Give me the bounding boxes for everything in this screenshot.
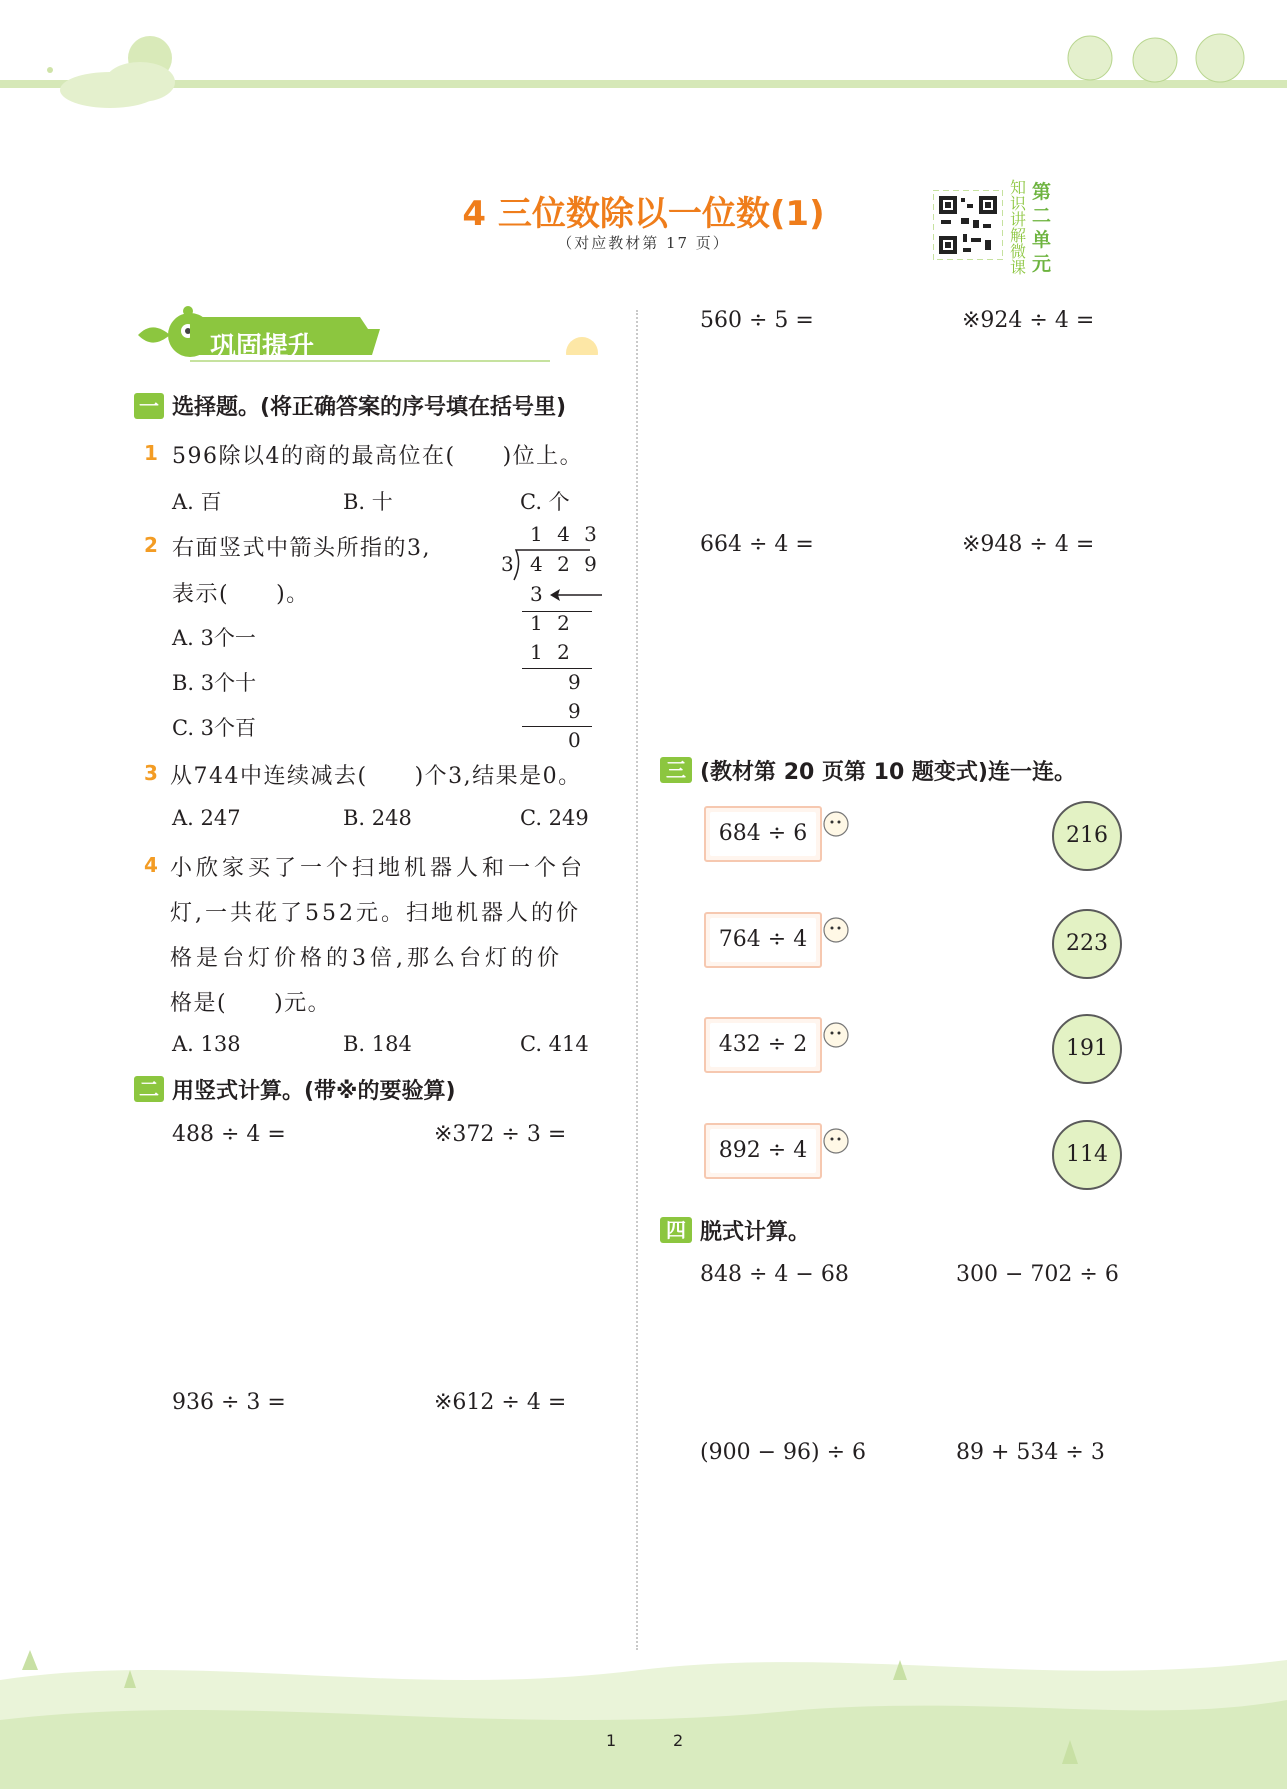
match-card-3-label: 432 ÷ 2	[710, 1023, 816, 1067]
match-card-3[interactable]	[704, 1017, 822, 1073]
ld-step-5: 9	[568, 699, 585, 723]
page-title: 4 三位数除以一位数(1)	[462, 194, 825, 234]
match-balloon-1[interactable]: 216	[1052, 801, 1122, 871]
page-number-left: 1	[606, 1731, 617, 1750]
q2-option-c[interactable]: C. 3个百	[172, 716, 257, 740]
q4-option-a[interactable]: A. 138	[172, 1032, 241, 1056]
vertical-calc-8: ※948 ÷ 4 =	[962, 532, 1095, 557]
ld-rule-3	[522, 726, 592, 727]
ld-dividend: 4 2 9	[530, 552, 601, 576]
match-balloon-3[interactable]: 191	[1052, 1014, 1122, 1084]
vertical-calc-1: 488 ÷ 4 =	[172, 1122, 286, 1147]
section2-badge: 二	[134, 1076, 164, 1102]
arrow-left-icon	[548, 586, 604, 604]
sun-cloud-decoration	[40, 30, 200, 110]
step-calc-2: 300 − 702 ÷ 6	[956, 1262, 1119, 1287]
animals-decoration	[1060, 18, 1260, 88]
section3-badge: 三	[660, 757, 692, 783]
match-card-4-label: 892 ÷ 4	[710, 1129, 816, 1173]
cartoon-animal-icon	[818, 912, 858, 952]
consolidation-banner	[130, 305, 620, 367]
vertical-calc-7: 664 ÷ 4 =	[700, 532, 814, 557]
match-card-2[interactable]	[704, 912, 822, 968]
section3-title: (教材第 20 页第 10 题变式)连一连。	[700, 760, 1076, 785]
q4-line-4: 格是( )元。	[170, 991, 332, 1016]
section4-badge: 四	[660, 1217, 692, 1243]
match-balloon-4[interactable]: 114	[1052, 1120, 1122, 1190]
q3-option-a[interactable]: A. 247	[172, 806, 241, 830]
q1-option-b[interactable]: B. 十	[343, 490, 393, 514]
qr-caption-col2: 第二单元	[1032, 181, 1052, 275]
match-balloon-2[interactable]: 223	[1052, 909, 1122, 979]
cartoon-animal-icon	[818, 1123, 858, 1163]
q1-option-c[interactable]: C. 个	[520, 490, 570, 514]
q4-line-3: 格是台灯价格的3倍,那么台灯的价	[170, 946, 563, 971]
q4-line-2: 灯,一共花了552元。扫地机器人的价	[170, 901, 581, 926]
ld-step-4: 9	[568, 670, 585, 694]
q1-option-a[interactable]: A. 百	[172, 490, 222, 514]
section2-title: 用竖式计算。(带※的要验算)	[172, 1079, 456, 1104]
q2-text-line1: 右面竖式中箭头所指的3,	[172, 536, 431, 561]
q2-option-b[interactable]: B. 3个十	[172, 671, 257, 695]
qr-code-icon[interactable]	[933, 190, 1003, 260]
ld-step-3: 1 2	[530, 640, 574, 664]
q3-text: 从744中连续减去( )个3,结果是0。	[170, 764, 582, 789]
vertical-calc-4: ※612 ÷ 4 =	[434, 1390, 567, 1415]
vertical-calc-6: ※924 ÷ 4 =	[962, 308, 1095, 333]
vertical-calc-3: 936 ÷ 3 =	[172, 1390, 286, 1415]
section1-badge: 一	[134, 393, 164, 419]
column-divider	[636, 310, 638, 1650]
cartoon-animal-icon	[818, 1017, 858, 1057]
ld-divisor: 3	[501, 552, 518, 576]
ld-step-6: 0	[568, 728, 585, 752]
banner-label: 巩固提升	[210, 332, 315, 362]
ld-quotient: 1 4 3	[530, 522, 601, 546]
q1-text: 596除以4的商的最高位在( )位上。	[172, 444, 584, 469]
match-card-1[interactable]	[704, 806, 822, 862]
q2-option-a[interactable]: A. 3个一	[172, 626, 256, 650]
match-card-4[interactable]	[704, 1123, 822, 1179]
footer-hills-decoration	[0, 1640, 1287, 1789]
section4-title: 脱式计算。	[700, 1220, 811, 1245]
q4-number: 4	[144, 853, 158, 877]
q3-option-b[interactable]: B. 248	[343, 806, 412, 830]
cartoon-animal-icon	[818, 806, 858, 846]
q1-number: 1	[144, 441, 158, 465]
q4-option-b[interactable]: B. 184	[343, 1032, 412, 1056]
ld-rule-2	[522, 668, 592, 669]
qr-caption-col1: 知识讲解微课	[1010, 178, 1027, 277]
match-card-1-label: 684 ÷ 6	[710, 812, 816, 856]
ld-step-2: 1 2	[530, 611, 574, 635]
q4-option-c[interactable]: C. 414	[520, 1032, 589, 1056]
step-calc-1: 848 ÷ 4 − 68	[700, 1262, 849, 1287]
vertical-calc-2: ※372 ÷ 3 =	[434, 1122, 567, 1147]
match-card-2-label: 764 ÷ 4	[710, 918, 816, 962]
ld-step-1: 3	[530, 582, 547, 606]
q3-number: 3	[144, 761, 158, 785]
vertical-calc-5: 560 ÷ 5 =	[700, 308, 814, 333]
q3-option-c[interactable]: C. 249	[520, 806, 589, 830]
page-subtitle: （对应教材第 17 页）	[557, 234, 730, 252]
section1-title: 选择题。(将正确答案的序号填在括号里)	[172, 395, 567, 420]
qr-caption	[1010, 180, 1056, 276]
q2-number: 2	[144, 533, 158, 557]
step-calc-3: (900 − 96) ÷ 6	[700, 1440, 866, 1465]
q4-line-1: 小欣家买了一个扫地机器人和一个台	[170, 856, 587, 881]
step-calc-4: 89 + 534 ÷ 3	[956, 1440, 1105, 1465]
q2-text-line2: 表示( )。	[172, 582, 310, 607]
page-number-right: 2	[673, 1731, 684, 1750]
